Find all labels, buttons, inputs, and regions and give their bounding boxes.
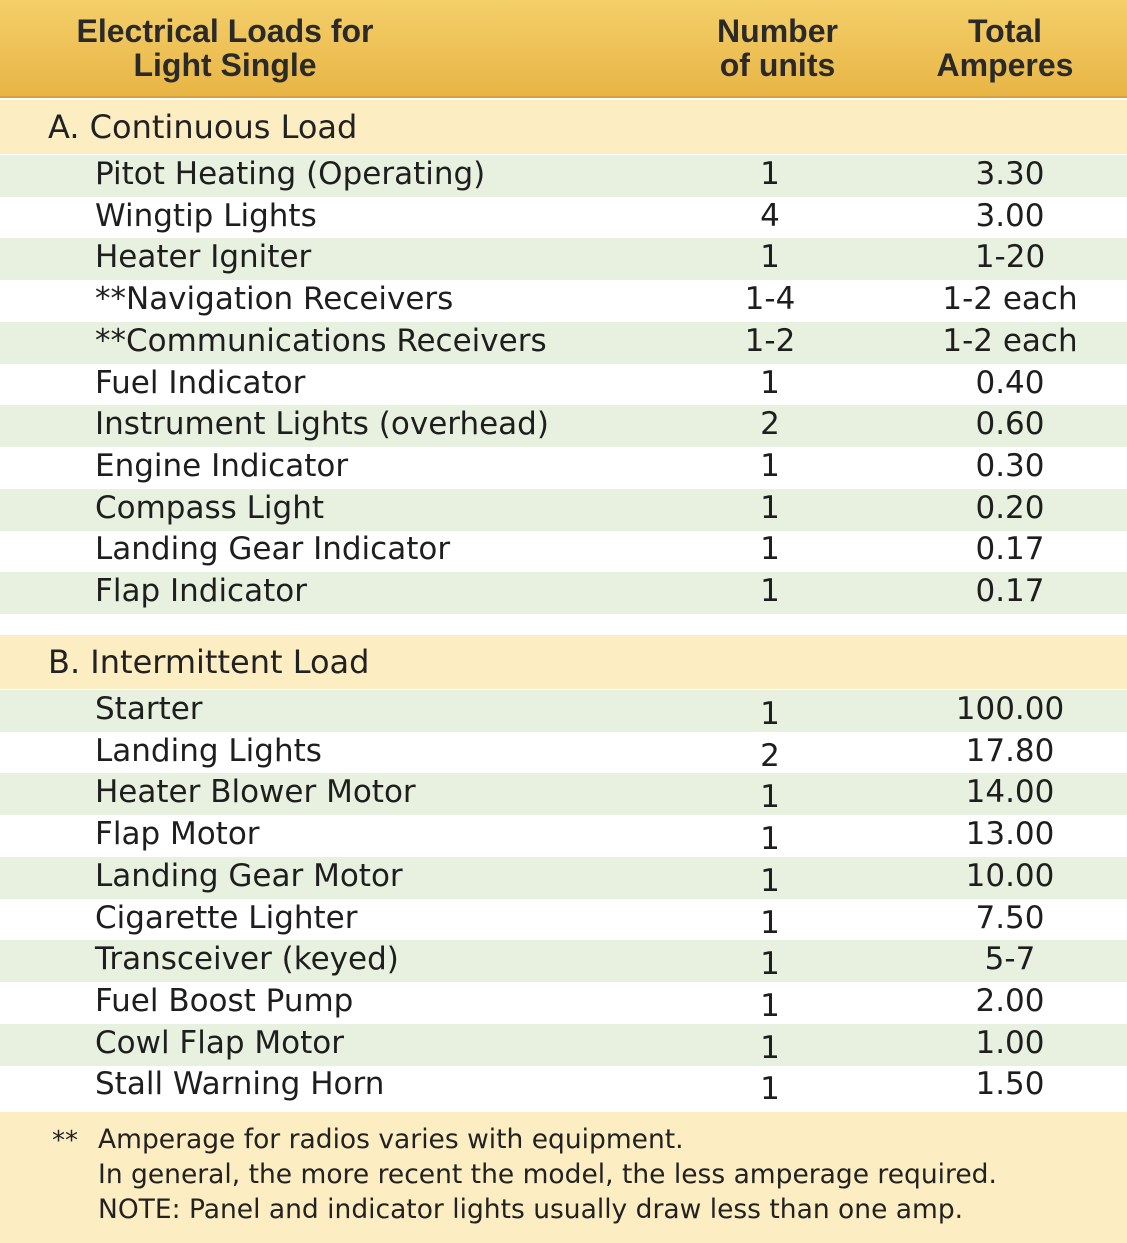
table-row	[0, 899, 1127, 941]
cell-amps: 1-2 each	[942, 281, 1078, 318]
cell-name: Landing Gear Motor	[95, 857, 403, 894]
cell-units: 1	[760, 364, 780, 401]
cell-units: 1	[760, 156, 780, 192]
cell-amps: 100.00	[955, 691, 1065, 727]
cell-units: 1	[760, 696, 780, 732]
footnote	[0, 1112, 1127, 1243]
cell-units: 1	[760, 779, 780, 816]
table-row	[0, 732, 1127, 774]
cell-amps: 1-2 each	[942, 322, 1078, 359]
cell-amps: 1-20	[974, 239, 1046, 276]
table-row	[0, 405, 1127, 447]
cell-amps: 0.17	[975, 531, 1045, 568]
cell-amps: 3.30	[975, 156, 1045, 192]
cell-name: Starter	[95, 691, 203, 727]
cell-amps: 5-7	[984, 941, 1036, 978]
cell-name: Landing Lights	[95, 732, 322, 769]
cell-amps: 13.00	[965, 816, 1055, 853]
header-units	[675, 14, 880, 82]
header-title-line2: Light Single	[133, 47, 317, 83]
cell-name: Stall Warning Horn	[95, 1066, 385, 1103]
table-row	[0, 364, 1127, 406]
cell-name: Pitot Heating (Operating)	[95, 156, 486, 192]
cell-amps: 0.20	[975, 489, 1045, 526]
table-row	[0, 447, 1127, 489]
cell-units: 1	[760, 987, 780, 1024]
footnote-line1: Amperage for radios varies with equipment.	[98, 1124, 684, 1155]
cell-name: Cowl Flap Motor	[95, 1024, 344, 1061]
cell-name: Flap Motor	[95, 816, 260, 853]
footnote-line3: NOTE: Panel and indicator lights usually draw less than one amp.	[98, 1194, 964, 1225]
table-row	[0, 940, 1127, 982]
cell-name: Landing Gear Indicator	[95, 531, 451, 568]
cell-amps: 2.00	[975, 982, 1045, 1019]
cell-amps: 1.50	[975, 1066, 1045, 1103]
cell-name: Compass Light	[95, 489, 325, 526]
cell-amps: 0.40	[975, 364, 1045, 401]
table-row	[0, 857, 1127, 899]
table-row	[0, 1065, 1127, 1107]
table-row	[0, 197, 1127, 239]
header-title-line1: Electrical Loads for	[76, 13, 374, 49]
cell-amps: 17.80	[965, 732, 1055, 769]
cell-name: Heater Igniter	[95, 239, 312, 276]
cell-name: Cigarette Lighter	[95, 899, 358, 936]
cell-units: 1	[760, 489, 780, 526]
cell-amps: 3.00	[975, 197, 1045, 234]
table-header	[0, 0, 1127, 96]
section-continuous-load	[0, 100, 1127, 154]
header-units-line2: of units	[719, 47, 836, 83]
cell-name: Wingtip Lights	[95, 197, 317, 234]
header-title	[30, 14, 420, 82]
cell-units: 1-4	[744, 281, 796, 318]
cell-units: 1	[760, 573, 780, 609]
header-amps-line2: Amperes	[936, 47, 1074, 83]
cell-units: 1	[760, 904, 780, 941]
cell-name: Heater Blower Motor	[95, 774, 416, 811]
table-row	[0, 530, 1127, 572]
cell-units: 1	[760, 821, 780, 858]
cell-units: 1-2	[744, 322, 796, 359]
cell-name: Fuel Indicator	[95, 364, 306, 401]
table-row	[0, 280, 1127, 322]
cell-units: 1	[760, 946, 780, 983]
header-amps-line1: Total	[967, 13, 1043, 49]
cell-name: Flap Indicator	[95, 573, 307, 609]
cell-name: **Navigation Receivers	[95, 281, 454, 318]
section-label: A. Continuous Load	[48, 108, 358, 146]
cell-name: Instrument Lights (overhead)	[95, 406, 549, 443]
table-row	[0, 155, 1127, 197]
section-intermittent-load	[0, 635, 1127, 689]
cell-amps: 14.00	[965, 774, 1055, 811]
table-row	[0, 572, 1127, 614]
header-amperes	[900, 14, 1110, 82]
cell-units: 1	[760, 447, 780, 484]
table-row	[0, 322, 1127, 364]
footnote-mark: **	[52, 1126, 78, 1156]
cell-units: 1	[760, 239, 780, 276]
table-row	[0, 773, 1127, 815]
footnote-line2: In general, the more recent the model, the less amperage required.	[98, 1159, 997, 1190]
cell-name: Engine Indicator	[95, 447, 349, 484]
table-row	[0, 815, 1127, 857]
table-row	[0, 238, 1127, 280]
cell-units: 2	[760, 406, 780, 443]
cell-amps: 1.00	[975, 1024, 1045, 1061]
cell-units: 2	[760, 737, 780, 774]
table-row	[0, 982, 1127, 1024]
cell-amps: 0.60	[975, 406, 1045, 443]
cell-name: Transceiver (keyed)	[95, 941, 399, 978]
cell-units: 4	[760, 197, 780, 234]
table-row	[0, 1024, 1127, 1066]
cell-units: 1	[760, 531, 780, 568]
cell-amps: 10.00	[965, 857, 1055, 894]
cell-amps: 0.17	[975, 573, 1045, 609]
cell-units: 1	[760, 1029, 780, 1066]
section-label: B. Intermittent Load	[48, 643, 370, 681]
table-row	[0, 690, 1127, 732]
cell-name: **Communications Receivers	[95, 322, 547, 359]
cell-units: 1	[760, 862, 780, 899]
cell-amps: 7.50	[975, 899, 1045, 936]
cell-name: Fuel Boost Pump	[95, 982, 354, 1019]
cell-units: 1	[760, 1071, 780, 1108]
table-row	[0, 489, 1127, 531]
cell-amps: 0.30	[975, 447, 1045, 484]
header-units-line1: Number	[717, 13, 838, 49]
